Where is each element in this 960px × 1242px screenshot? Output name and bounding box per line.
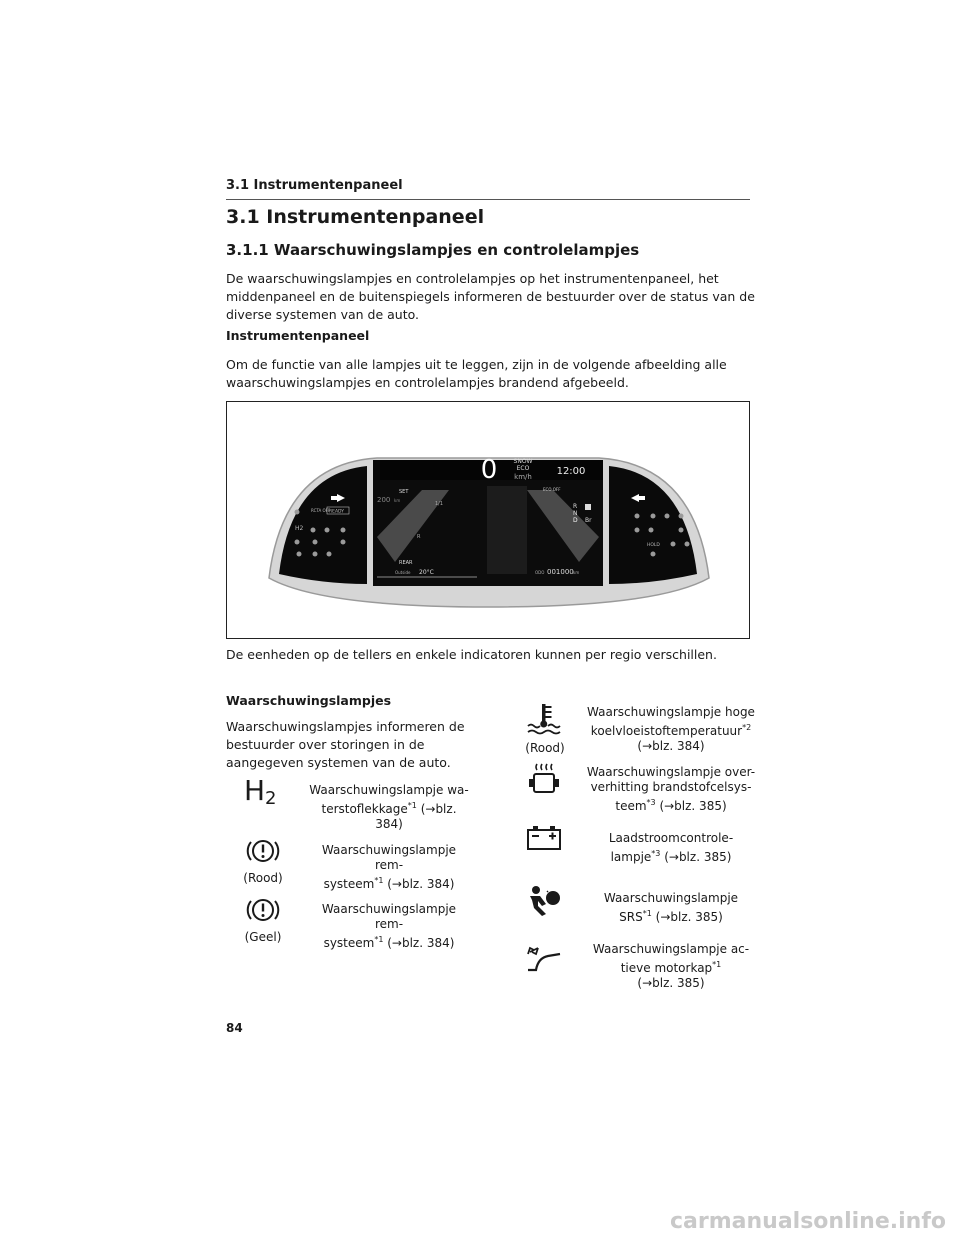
- footnote-marker: *3: [646, 798, 656, 807]
- h2-leak-description: [308, 783, 470, 832]
- h2-leak-icon: [244, 772, 284, 808]
- page-reference: (→blz. 385): [655, 799, 727, 813]
- footnote-marker: *1: [712, 960, 722, 969]
- gear-br: Br: [585, 517, 592, 524]
- description-line: tieve motorkap: [620, 961, 713, 975]
- intro-paragraph: [226, 270, 755, 324]
- page-number: 84: [226, 1021, 243, 1035]
- description-line: systeem: [323, 877, 375, 891]
- fuel-cell-overheat-icon: [526, 762, 562, 796]
- description-line: Waarschuwingslampje hoge: [587, 705, 755, 719]
- gear-reverse: R: [417, 534, 421, 540]
- intro-line: diverse systemen van de auto.: [226, 307, 420, 322]
- description-line: systeem: [323, 936, 375, 950]
- description-line: Waarschuwingslampje ac-: [592, 942, 750, 956]
- footnote-marker: *3: [651, 849, 661, 858]
- footnote-marker: *1: [407, 801, 417, 810]
- description-line: Waarschuwingslampje: [603, 891, 739, 905]
- footnote-marker: *2: [742, 723, 752, 732]
- brake-red-label: (Rood): [243, 871, 283, 885]
- footnote-marker: *1: [374, 876, 384, 885]
- warning-heading: Waarschuwingslampjes: [226, 693, 392, 708]
- range-value: 200: [377, 496, 391, 504]
- coolant-temp-icon: [524, 702, 564, 738]
- description-line: teem: [615, 799, 647, 813]
- brake-system-icon: [246, 895, 280, 925]
- description-line: Waarschuwingslampje rem-: [321, 843, 457, 872]
- coolant-description: [586, 705, 756, 754]
- description-line: Laadstroomcontrole-: [608, 831, 734, 845]
- outside-temp: 20°C: [419, 569, 434, 576]
- intro-line: middenpaneel en de buitenspiegels informeren de bestuurder over de status van de: [226, 289, 755, 304]
- panel-paragraph: [226, 356, 727, 392]
- srs-airbag-icon: [526, 884, 562, 918]
- footnote-marker: *1: [642, 909, 652, 918]
- fraction-indicator: 1/1: [435, 501, 444, 507]
- brake-system-icon: [246, 836, 280, 866]
- brake-red-description: [308, 843, 470, 892]
- eco-off-indicator: ECO OFF: [543, 487, 561, 492]
- brake-yellow-description: [308, 902, 470, 951]
- header-divider: [226, 199, 750, 200]
- description-line: Waarschuwingslampje wa-: [309, 783, 469, 797]
- instrument-cluster-illustration: [227, 402, 749, 638]
- active-hood-icon: [524, 944, 564, 974]
- warning-line: Waarschuwingslampjes informeren de: [226, 719, 465, 734]
- watermark: carmanualsonline.info: [670, 1209, 946, 1234]
- brake-yellow-label: (Geel): [244, 930, 282, 944]
- warning-line: bestuurder over storingen in de: [226, 737, 425, 752]
- odo-unit: km: [573, 570, 580, 575]
- odo-value: 001000: [547, 568, 574, 576]
- eco-mode: ECO: [516, 465, 530, 472]
- page-reference: (→blz. 384): [637, 739, 705, 753]
- clock: 12:00: [556, 466, 586, 477]
- warning-paragraph: [226, 718, 465, 772]
- fuel-cell-description: [586, 765, 756, 814]
- hold-indicator: HOLD: [647, 543, 660, 548]
- speed-value: 0: [480, 455, 498, 485]
- panel-heading: Instrumentenpaneel: [226, 328, 370, 343]
- srs-description: [586, 891, 756, 925]
- rear-indicator: REAR: [399, 560, 413, 566]
- gear-d: D: [573, 517, 578, 524]
- intro-line: De waarschuwingslampjes en controlelampjes op het instrumentenpaneel, het: [226, 271, 719, 286]
- description-line: Waarschuwingslampje over-: [586, 765, 756, 779]
- description-line: verhitting brandstofcelsys-: [590, 780, 752, 794]
- active-hood-description: [586, 942, 756, 991]
- svg-text:2: 2: [265, 788, 277, 808]
- section-subtitle: 3.1.1 Waarschuwingslampjes en controlelampjes: [226, 241, 640, 259]
- set-indicator: SET: [399, 489, 409, 495]
- warning-line: aangegeven systemen van de auto.: [226, 755, 451, 770]
- speed-unit: km/h: [514, 473, 532, 481]
- description-line: koelvloeistoftemperatuur: [590, 724, 743, 738]
- ready-indicator: READY: [329, 509, 345, 515]
- footnote-marker: *1: [374, 935, 384, 944]
- odo-label: ODO: [535, 570, 545, 575]
- running-header: 3.1 Instrumentenpaneel: [226, 178, 403, 193]
- page-title: 3.1 Instrumentenpaneel: [226, 206, 485, 228]
- page-reference: (→blz. 385): [651, 910, 723, 924]
- description-line: lampje: [610, 850, 652, 864]
- page-reference: (→blz. 384): [383, 936, 455, 950]
- description-line: SRS: [619, 910, 643, 924]
- page-reference: (→blz. 385): [637, 976, 705, 990]
- h2-indicator: H2: [295, 525, 304, 532]
- battery-icon: [524, 824, 564, 852]
- coolant-red-label: (Rood): [525, 741, 565, 755]
- rcta-off-indicator: RCTA OFF: [311, 508, 331, 513]
- page-reference: (→blz. 384): [383, 877, 455, 891]
- panel-line: Om de functie van alle lampjes uit te leggen, zijn in de volgende afbeelding alle: [226, 357, 727, 372]
- figure-caption: De eenheden op de tellers en enkele indicatoren kunnen per regio verschillen.: [226, 647, 717, 662]
- description-line: terstoflekkage: [321, 802, 408, 816]
- page-reference: (→blz. 384): [375, 802, 457, 831]
- snow-mode: SNOW: [513, 458, 533, 465]
- battery-description: [586, 831, 756, 865]
- gear-n: N: [573, 510, 578, 517]
- outside-label: Outside: [395, 570, 411, 575]
- panel-line: waarschuwingslampjes en controlelampjes brandend afgebeeld.: [226, 375, 629, 390]
- range-unit: km: [394, 498, 401, 503]
- page-reference: (→blz. 385): [660, 850, 732, 864]
- svg-text:H: H: [244, 774, 266, 807]
- description-line: Waarschuwingslampje rem-: [321, 902, 457, 931]
- instrument-cluster-figure: [226, 401, 750, 639]
- gear-r: R: [573, 503, 578, 510]
